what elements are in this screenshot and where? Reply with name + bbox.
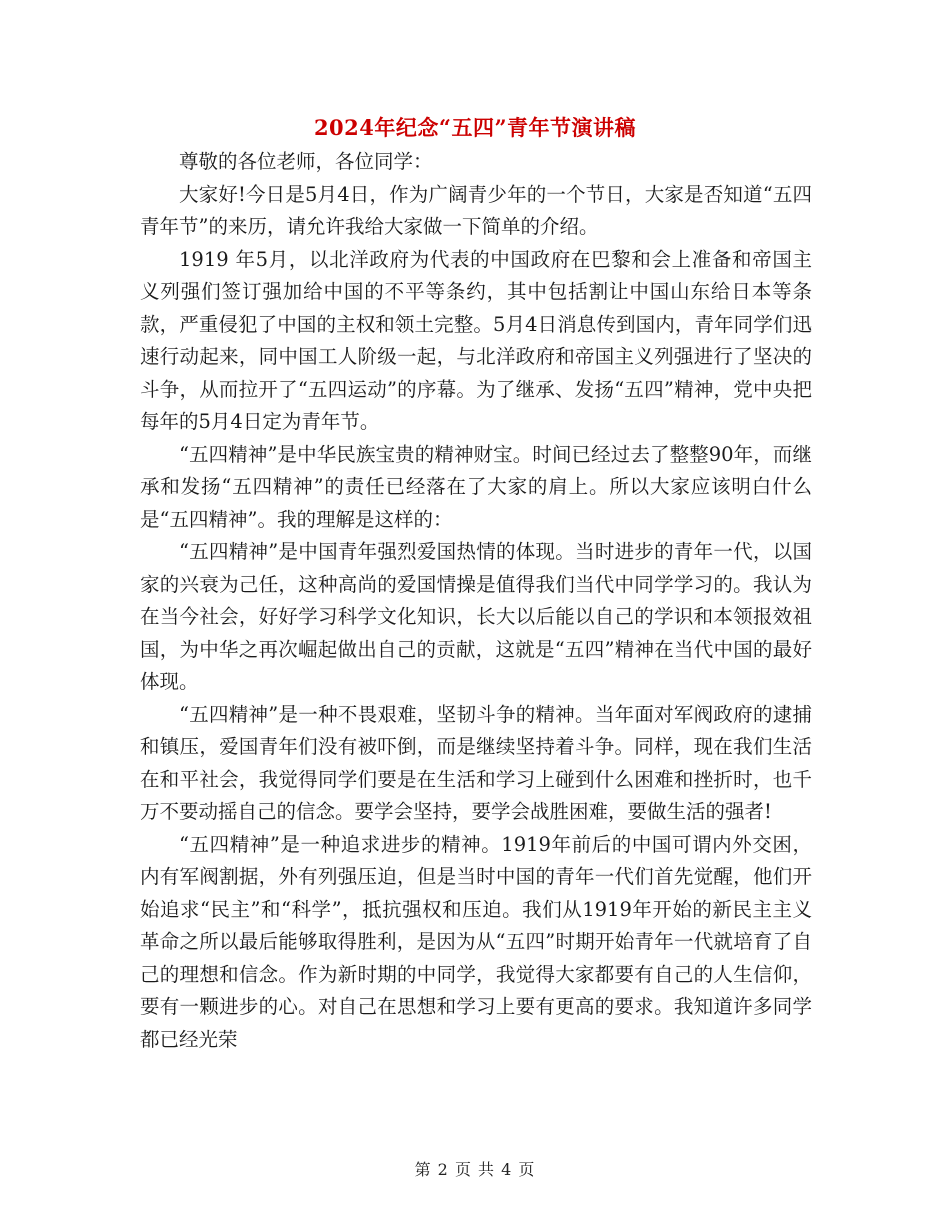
- document-title: 2024年纪念“五四”青年节演讲稿: [313, 115, 637, 140]
- progress-paragraph: “五四精神”是一种追求进步的精神。1919年前后的中国可谓内外交困，内有军阀割据，外有列强压迫，但是当时中国的青年一代们首先觉醒，他们开始追求“民主”和“科学”，抵抗强权和压迫。我们从1919年开始的新民主主义革命之所以最后能够取得胜利，是因为从“五四”时期开始青年一代就培育了自己的理想和信念。作为新时期的中同学，我觉得大家都要有自己的人生信仰，要有一颗进步的心。对自己在思想和学习上要有更高的要求。我知道许多同学都已经光荣: [140, 832, 812, 1051]
- document-body: [140, 146, 812, 1056]
- perseverance-paragraph: “五四精神”是一种不畏艰难，坚韧斗争的精神。当年面对军阀政府的逮捕和镇压，爱国青年们没有被吓倒，而是继续坚持着斗争。同样，现在我们生活在和平社会，我觉得同学们要是在生活和学习上碰到什么困难和挫折时，也千万不要动摇自己的信念。要学会坚持，要学会战胜困难，要做生活的强者!: [140, 702, 812, 823]
- spirit-paragraph: “五四精神”是中华民族宝贵的精神财宝。时间已经过去了整整90年，而继承和发扬“五四精神”的责任已经落在了大家的肩上。所以大家应该明白什么是“五四精神”。我的理解是这样的：: [140, 442, 812, 531]
- history-paragraph: 1919 年5月，以北洋政府为代表的中国政府在巴黎和会上准备和帝国主义列强们签订强加给中国的不平等条约，其中包括割让中国山东给日本等条款，严重侵犯了中国的主权和领土完整。5月4日消息传到国内，青年同学们迅速行动起来，同中国工人阶级一起，与北洋政府和帝国主义列强进行了坚决的斗争，从而拉开了“五四运动”的序幕。为了继承、发扬“五四”精神，党中央把每年的5月4日定为青年节。: [140, 247, 812, 433]
- intro-paragraph: 大家好!今日是5月4日，作为广阔青少年的一个节日，大家是否知道“五四青年节”的来历，请允许我给大家做一下简单的介绍。: [140, 182, 812, 238]
- greeting-paragraph: 尊敬的各位老师，各位同学：: [179, 150, 433, 173]
- patriotism-paragraph: “五四精神”是中国青年强烈爱国热情的体现。当时进步的青年一代，以国家的兴衰为己任，这种高尚的爱国情操是值得我们当代中同学学习的。我认为在当今社会，好好学习科学文化知识，长大以后能以自己的学识和本领报效祖国，为中华之再次崛起做出自己的贡献，这就是“五四”精神在当代中国的最好体现。: [140, 540, 812, 693]
- page-number-footer: 第 2 页 共 4 页: [414, 1160, 536, 1179]
